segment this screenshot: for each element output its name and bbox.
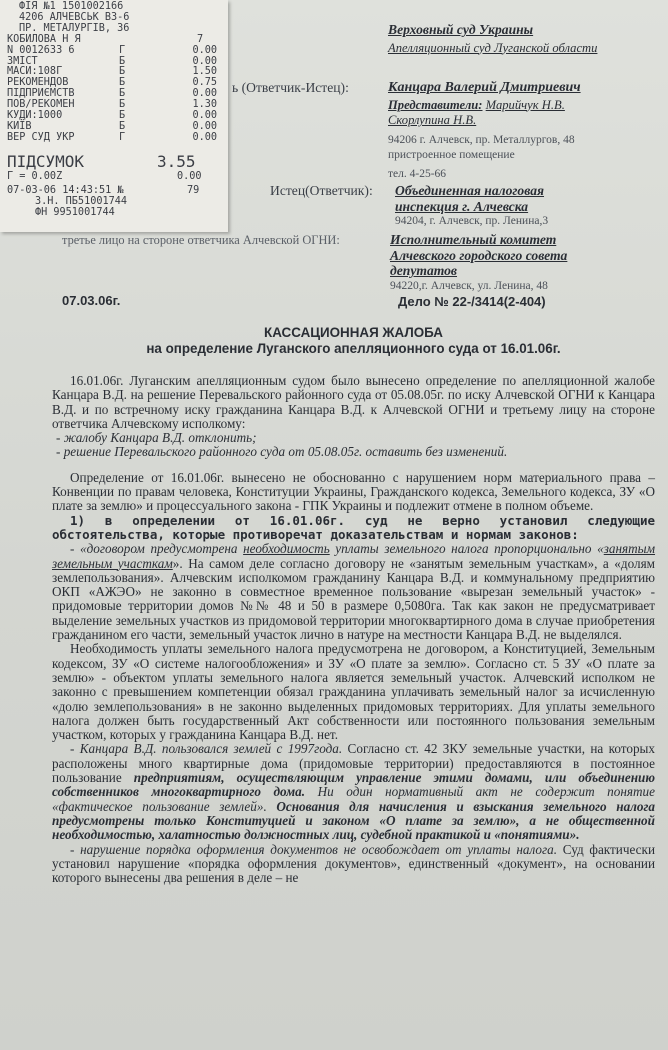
party1-rep1: Марийчук Н.В. [485, 97, 565, 112]
p6-part-b: Суд фактически установил нарушение «порядка оформления документов», единственный «документ», на основании которого вынесены два решения в деле – не [52, 841, 655, 886]
party1-addr1: 94206 г. Алчевск, пр. Металлургов, 48 [388, 133, 575, 146]
receipt-operator-code: 7 [197, 33, 204, 45]
p5-part-c: предприятиям, осуществляющим управление этими домами, или объединению собственников многоквартирного дома. [52, 770, 656, 800]
receipt-item-name: КИЇВ [7, 120, 32, 132]
receipt-item-value: 1.30 [192, 99, 217, 111]
p5-part-d: Ни один нормативный акт не содержит понятие «фактическое пользование землей». [52, 784, 655, 814]
document-body [52, 374, 655, 885]
document-date: 07.03.06г. [62, 293, 121, 308]
party3-name-2: Алчевского городского совета [390, 247, 568, 263]
receipt-check-no: 79 [187, 184, 200, 196]
receipt-tax-line: Г = 0.00Z [7, 170, 63, 182]
receipt-item-flag: Б [119, 66, 126, 78]
receipt-item-flag: Б [119, 77, 126, 89]
addressee-via: Апелляционный суд Луганской области [388, 40, 598, 55]
party3-name-3: депутатов [390, 263, 458, 278]
quote-2: - решение Перевальского районного суда от 05.08.05г. оставить без изменений. [56, 444, 508, 460]
receipt-datetime-row [7, 186, 228, 197]
receipt-datetime: 07-03-06 14:43:51 № [7, 184, 124, 196]
receipt-total-label: ПІДСУМОК [7, 151, 85, 171]
receipt-tax-row [7, 172, 228, 183]
party2-block [395, 183, 548, 230]
receipt-item-name: РЕКОМЕНДОВ [7, 77, 69, 89]
receipt-operator: КОБИЛОВА Н Я [7, 33, 81, 45]
party2-name-1: Объединенная налоговая [395, 183, 545, 198]
paragraph-2: Определение от 16.01.06г. вынесено не обоснованно с нарушением норм материального права – Конвенции по правам человека, Конституции Украины, Гражданского кодекса, Земельного кодекса, ЗУ «О плате за землю» и процессуального закона - ГПК Украины и подлежит отмене в полном объеме. [52, 469, 655, 514]
party1-reps [388, 98, 581, 114]
party1-name: Канцара Валерий Дмитриевич [388, 80, 581, 95]
case-number: Дело № 22-/3414(2-404) [398, 294, 546, 309]
quote-1: - жалобу Канцара В.Д. отклонить; [56, 430, 257, 446]
receipt-item-row [7, 46, 228, 57]
p6-part-a: - нарушение порядка оформления документов не освобождает от уплаты налога. [70, 841, 558, 857]
p5-part-e: Основания для начисления и взыскания земельного налога предусмотрены только Конституцией и законом «О плате за землю», а не общественной необходимостью, халатностью должностных лиц, судебной практикой и «понятиями». [52, 798, 655, 843]
receipt-item-value: 0.00 [192, 110, 217, 122]
receipt-item-flag: Б [119, 120, 126, 132]
p5-part-b: Согласно ст. 42 ЗКУ земельные участки, на которых расположены много квартирные дома (придомовые территории) предоставляются в постоянное пользование [52, 741, 655, 786]
receipt-operator-row [7, 35, 228, 46]
party1-block [388, 80, 581, 182]
party3-role-label: третье лицо на стороне ответчика Алчевской ОГНИ: [62, 233, 340, 247]
party3-addr: 94220,г. Алчевск, ул. Ленина, 48 [390, 279, 548, 292]
receipt-item-value: 0.00 [192, 120, 217, 132]
receipt-item-row [7, 133, 228, 144]
receipt-header-line-1: ФІЯ №1 1501002166 [19, 1, 124, 12]
party2-role-label: Истец(Ответчик): [270, 183, 373, 198]
party1-addr2: пристроенное помещение [388, 149, 515, 161]
receipt-fn-line: З.Н. ПБ51001744 [35, 195, 128, 207]
receipt-item-name: ПІДПРИЄМСТВ [7, 88, 75, 100]
addressee-court: Верховный суд Украины [388, 22, 534, 37]
heading-point-1: 1) в определении от 16.01.06г. суд не верно установил следующие обстоятельства, которые противоречат доказательствам и нормам законов: [52, 512, 655, 542]
p3-underlined-1: необходимость [243, 541, 330, 557]
receipt-item-name: N 0012633 6 [7, 44, 75, 56]
receipt-item-name: МАСИ:108Г [7, 66, 63, 78]
receipt-item-flag: Г [119, 131, 126, 143]
receipt-item-flag: Г [119, 44, 126, 56]
addressee-block [388, 22, 597, 56]
party1-phone: тел. 4-25-66 [388, 167, 447, 180]
receipt-item-value: 0.00 [192, 55, 217, 67]
receipt-item-value: 0.00 [192, 44, 217, 56]
cash-receipt [0, 0, 228, 232]
receipt-item-name: ЗМІСТ [7, 55, 38, 67]
party1-reps-label: Представители: [388, 97, 483, 112]
document-title: КАССАЦИОННАЯ ЖАЛОБА [264, 325, 443, 340]
p3-part-a: - «договором предусмотрена [70, 541, 244, 557]
party1-rep2: Скорлупина Н.В. [388, 113, 477, 127]
receipt-fn-line-2: ФН 9951001744 [35, 206, 115, 218]
document-subtitle: на определение Луганского апелляционного суда от 16.01.06г. [146, 341, 561, 356]
receipt-item-name: КУДИ:1000 [7, 110, 63, 122]
p3-part-c: ». На самом деле согласно договору не «занятым земельным участкам», а «долям землепользования». Алчевским исполкомом гражданину Канцара В.Д. и коммунальному предприятию ОКП «АЖЭО» не законно в совместное временное пользование «вырезан земельный участок» - придомовые территории домов №№ 48 и 50 в размере 0,5080га. Так как закон не предусматривает выделение земельных участков из придомовой территории многоквартирного дома в случае приобретения гражданином его части, земельный участок лично в натуре на местности Канцара В.Д. не выделялся. [52, 555, 656, 643]
paragraph-5 [52, 742, 655, 842]
p5-part-a: - Канцара В.Д. пользовался землей с 1997года. [70, 741, 343, 757]
receipt-header-line-2: 4206 АЛЧЕВСЬК ВЗ-6 [19, 11, 130, 23]
receipt-total-row [7, 152, 228, 172]
paragraph-6 [52, 843, 655, 886]
party3-name-1: Исполнительный комитет [390, 232, 557, 247]
paragraph-3 [52, 542, 655, 642]
party2-name-2: инспекция г. Алчевска [395, 198, 529, 214]
paragraph-1: 16.01.06г. Луганским апелляционным судом было вынесено определение по апелляционной жалобе Канцара В.Д. на решение Перевальского районного суда от 05.08.05г. по иску Алчевской ОГНИ к Канцара В.Д. и по встречному иску гражданина Канцара В.Д. к Алчевской ОГНИ и третьему лицу на стороне ответчика Алчевскому исполкому: [52, 373, 655, 431]
receipt-item-flag: Б [119, 55, 126, 67]
receipt-item-value: 0.00 [192, 131, 217, 143]
receipt-items [7, 46, 228, 144]
receipt-item-value: 0.75 [192, 77, 217, 89]
receipt-item-name: ВЕР СУД УКР [7, 131, 75, 143]
receipt-tax-value: 0.00 [177, 170, 202, 182]
receipt-header-line-3: ПР. МЕТАЛУРГІВ, 36 [19, 22, 130, 34]
receipt-item-flag: Б [119, 110, 126, 122]
receipt-item-name: ПОВ/РЕКОМЕН [7, 99, 75, 111]
paragraph-4: Необходимость уплаты земельного налога предусмотрена не договором, а Конституцией, Земельным кодексом, ЗУ «О системе налогообложения» и ЗУ «О плате за землю». Согласно ст. 5 ЗУ «О плате за землю» - объектом уплаты земельного налога является земельный участок. Алчевский исполком не законно с превышением компетенции обязал гражданина уплачивать земельный налог за исчисленную «долю землепользования» в не законно выделенных придомовых территориях. Для уплаты земельного налога должен быть государственный Акт собственности или постоянного пользования земельным участком, которых у гражданина Канцара В.Д. нет. [52, 641, 655, 743]
party2-addr: 94204, г. Алчевск, пр. Ленина,3 [395, 215, 549, 227]
receipt-item-flag: Б [119, 88, 126, 100]
receipt-total-value: 3.55 [157, 151, 196, 171]
receipt-item-value: 1.50 [192, 66, 217, 78]
p3-part-b: уплаты земельного налога пропорционально « [329, 541, 604, 557]
party1-role-label: ь (Ответчик-Истец): [232, 80, 349, 95]
p3-underlined-2: занятым земельным участкам [52, 541, 656, 571]
receipt-item-value: 0.00 [192, 88, 217, 100]
party3-block [390, 232, 567, 294]
receipt-item-flag: Б [119, 99, 126, 111]
